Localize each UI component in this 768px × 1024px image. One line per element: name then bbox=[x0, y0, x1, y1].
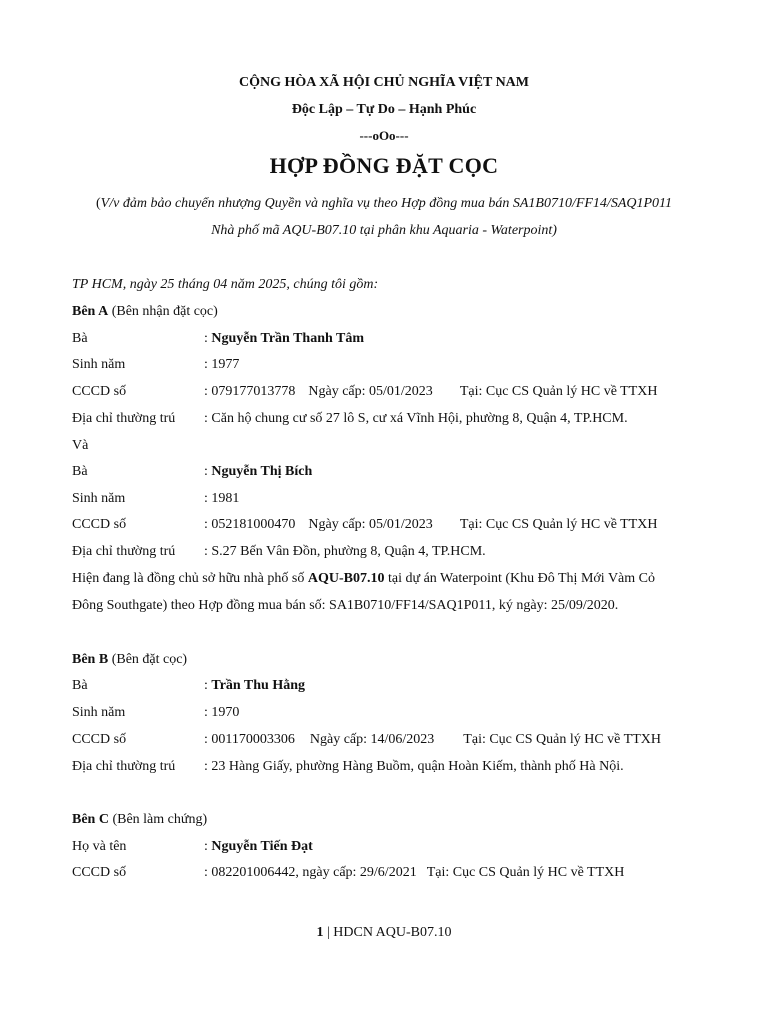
party-c-id: : 082201006442, ngày cấp: 29/6/2021 bbox=[204, 865, 417, 880]
party-a-p1-name: Nguyễn Trần Thanh Tâm bbox=[211, 331, 365, 346]
party-b-label: Bên B bbox=[72, 652, 109, 667]
party-c-id-place: Tại: Cục CS Quản lý HC về TTXH bbox=[426, 865, 625, 880]
party-c-id-row bbox=[204, 865, 624, 881]
intro-line: TP HCM, ngày 25 tháng 04 năm 2025, chúng tôi gồm: bbox=[72, 277, 379, 292]
ownership-code: AQU-B07.10 bbox=[307, 571, 385, 586]
party-a-p2-name: Nguyễn Thị Bích bbox=[211, 464, 313, 479]
party-c-heading bbox=[72, 812, 207, 828]
party-a-p1-id-place: Tại: Cục CS Quản lý HC về TTXH bbox=[459, 384, 658, 399]
party-a-p2-title-label: Bà bbox=[72, 464, 88, 479]
party-a-p2-id-row bbox=[204, 517, 657, 533]
ownership-line-1 bbox=[72, 571, 655, 587]
party-c-name: Nguyễn Tiến Đạt bbox=[211, 839, 313, 854]
party-c-id-label: CCCD số bbox=[72, 865, 127, 880]
party-a-p1-id-label: CCCD số bbox=[72, 384, 127, 399]
party-a-heading bbox=[72, 304, 218, 320]
party-a-p1-title-label: Bà bbox=[72, 331, 88, 346]
subtitle-open-paren: ( bbox=[96, 196, 101, 211]
separator: ---oOo--- bbox=[359, 128, 409, 143]
party-a-p2-addr-label: Địa chỉ thường trú bbox=[72, 544, 176, 559]
party-b-birth: : 1970 bbox=[204, 705, 240, 720]
footer-doc-code: HDCN AQU-B07.10 bbox=[333, 925, 452, 940]
party-c-name-label: Họ và tên bbox=[72, 839, 127, 854]
party-b-birth-label: Sinh năm bbox=[72, 705, 126, 720]
party-a-p2-id: : 052181000470 bbox=[204, 517, 296, 532]
party-a-p2-name-row: : Nguyễn Thị Bích bbox=[204, 464, 313, 479]
ownership-post: tại dự án Waterpoint (Khu Đô Thị Mới Vàm Cỏ bbox=[384, 571, 655, 586]
party-c-label: Bên C bbox=[72, 812, 109, 827]
subtitle-line-1 bbox=[0, 196, 768, 212]
party-b-name-row: : Trần Thu Hằng bbox=[204, 678, 306, 693]
party-b-addr-label: Địa chỉ thường trú bbox=[72, 759, 176, 774]
party-a-p1-birth: : 1977 bbox=[204, 357, 240, 372]
party-b-id-label: CCCD số bbox=[72, 732, 127, 747]
party-a-p1-addr-label: Địa chỉ thường trú bbox=[72, 411, 176, 426]
party-c-note: (Bên làm chứng) bbox=[108, 812, 208, 827]
motto: Độc Lập – Tự Do – Hạnh Phúc bbox=[291, 102, 477, 117]
party-a-p1-name-row: : Nguyễn Trần Thanh Tâm bbox=[204, 331, 365, 346]
document-title: HỢP ĐỒNG ĐẶT CỌC bbox=[269, 153, 499, 178]
party-a-note: (Bên nhận đặt cọc) bbox=[108, 304, 218, 319]
party-b-addr: : 23 Hàng Giấy, phường Hàng Buồm, quận Hoàn Kiếm, thành phố Hà Nội. bbox=[204, 759, 624, 774]
party-a-p2-id-label: CCCD số bbox=[72, 517, 127, 532]
party-b-name: Trần Thu Hằng bbox=[211, 678, 306, 693]
subtitle-text-1: V/v đảm bảo chuyển nhượng Quyền và nghĩa vụ theo Hợp đồng mua bán SA1B0710/FF14/SAQ1P011 bbox=[100, 196, 672, 211]
party-a-p1-birth-label: Sinh năm bbox=[72, 357, 126, 372]
party-a-p2-id-place: Tại: Cục CS Quản lý HC về TTXH bbox=[459, 517, 658, 532]
and-connector: Và bbox=[72, 438, 89, 453]
party-a-p2-birth: : 1981 bbox=[204, 491, 240, 506]
party-c-name-row: : Nguyễn Tiến Đạt bbox=[204, 839, 313, 854]
party-a-label: Bên A bbox=[72, 304, 109, 319]
party-b-id-date: Ngày cấp: 14/06/2023 bbox=[309, 732, 435, 747]
party-a-p1-id-date: Ngày cấp: 05/01/2023 bbox=[308, 384, 433, 399]
party-a-p2-id-date: Ngày cấp: 05/01/2023 bbox=[308, 517, 433, 532]
subtitle-line-2: Nhà phố mã AQU-B07.10 tại phân khu Aquaria - Waterpoint) bbox=[211, 223, 557, 238]
party-b-id: : 001170003306 bbox=[204, 732, 295, 747]
footer-separator: | bbox=[323, 925, 334, 940]
party-a-p2-birth-label: Sinh năm bbox=[72, 491, 126, 506]
party-a-p1-id-row bbox=[204, 384, 657, 400]
party-b-title-label: Bà bbox=[72, 678, 88, 693]
ownership-pre: Hiện đang là đồng chủ sở hữu nhà phố số bbox=[72, 571, 308, 586]
party-a-p1-addr: : Căn hộ chung cư số 27 lô S, cư xá Vĩnh Hội, phường 8, Quận 4, TP.HCM. bbox=[204, 411, 628, 426]
party-a-p1-id: : 079177013778 bbox=[204, 384, 296, 399]
page-footer bbox=[0, 925, 768, 941]
party-b-id-place: Tại: Cục CS Quản lý HC về TTXH bbox=[463, 732, 661, 747]
party-a-p2-addr: : S.27 Bến Vân Đồn, phường 8, Quận 4, TP.HCM. bbox=[204, 544, 486, 559]
nation-heading: CỘNG HÒA XÃ HỘI CHỦ NGHĨA VIỆT NAM bbox=[238, 75, 529, 90]
page-number: 1 bbox=[316, 925, 324, 940]
party-b-note: (Bên đặt cọc) bbox=[108, 652, 188, 667]
ownership-line-2: Đông Southgate) theo Hợp đồng mua bán số: SA1B0710/FF14/SAQ1P011, ký ngày: 25/09/2020. bbox=[72, 598, 619, 613]
party-b-id-row bbox=[204, 732, 661, 748]
party-b-heading bbox=[72, 652, 187, 668]
